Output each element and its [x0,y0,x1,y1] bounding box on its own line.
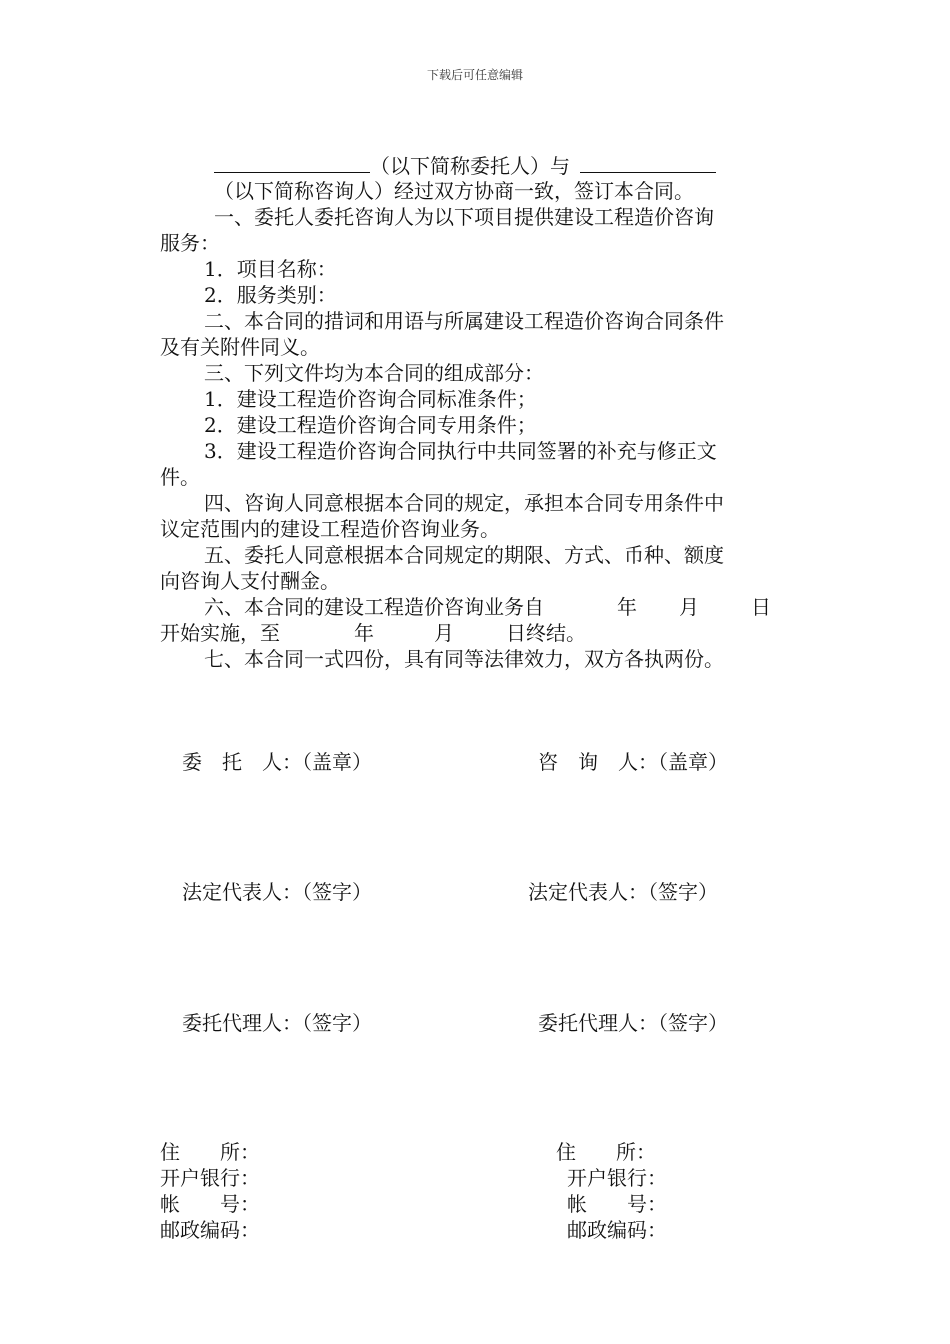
clause-3-item-2: 2．建设工程造价咨询合同专用条件； [204,413,537,437]
clause-6-end-month: 月 [434,621,454,645]
client-bank-label: 开户银行： [160,1166,260,1190]
clause-3: 三、下列文件均为本合同的组成部分： [204,361,544,385]
clause-5-line-a: 五、委托人同意根据本合同规定的期限、方式、币种、额度 [204,543,724,567]
clause-2-line-b: 及有关附件同义。 [160,335,320,359]
intro-line-1 [214,152,716,179]
client-seal-label: 委 托 人：（盖章） [182,750,372,774]
client-legal-rep-label: 法定代表人：（签字） [182,880,372,904]
clause-6-start-month: 月 [679,595,699,619]
consultant-legal-rep-label: 法定代表人：（签字） [528,880,718,904]
clause-1-line-a: 一、委托人委托咨询人为以下项目提供建设工程造价咨询 [214,205,714,229]
clause-4-line-b: 议定范围内的建设工程造价咨询业务。 [160,517,500,541]
clause-1-line-b: 服务： [160,231,220,255]
client-name-blank[interactable] [214,152,370,173]
clause-5-line-b: 向咨询人支付酬金。 [160,569,340,593]
clause-6-start-day: 日 [751,595,771,619]
client-postcode-label: 邮政编码： [160,1218,260,1242]
client-address-label: 住 所： [160,1140,260,1164]
clause-1-item-2: 2．服务类别： [204,283,337,307]
clause-3-item-3-b: 件。 [160,465,200,489]
consultant-postcode-label: 邮政编码： [567,1218,667,1242]
consultant-seal-label: 咨 询 人：（盖章） [538,750,728,774]
consultant-bank-label: 开户银行： [567,1166,667,1190]
header-note: 下载后可任意编辑 [426,68,523,82]
clause-6-end-text: 日终结。 [506,621,586,645]
clause-6-line-a: 六、本合同的建设工程造价咨询业务自 [204,595,544,619]
consultant-name-blank[interactable] [580,152,716,173]
intro-line-2: （以下简称咨询人）经过双方协商一致，签订本合同。 [214,179,694,203]
consultant-address-label: 住 所： [556,1140,656,1164]
clause-3-item-1: 1．建设工程造价咨询合同标准条件； [204,387,537,411]
clause-6-line-b: 开始实施，至 [160,621,280,645]
clause-2-line-a: 二、本合同的措词和用语与所属建设工程造价咨询合同条件 [204,309,724,333]
clause-7: 七、本合同一式四份，具有同等法律效力，双方各执两份。 [204,647,724,671]
clause-1-item-1: 1．项目名称： [204,257,337,281]
client-agent-label: 委托代理人：（签字） [182,1011,372,1035]
consultant-agent-label: 委托代理人：（签字） [538,1011,728,1035]
consultant-account-label: 帐 号： [567,1192,667,1216]
clause-6-start-year: 年 [617,595,637,619]
intro-line-1-text: （以下简称委托人）与 [370,154,570,178]
client-account-label: 帐 号： [160,1192,260,1216]
clause-6-end-year: 年 [354,621,374,645]
clause-4-line-a: 四、咨询人同意根据本合同的规定，承担本合同专用条件中 [204,491,724,515]
clause-3-item-3-a: 3．建设工程造价咨询合同执行中共同签署的补充与修正文 [204,439,717,463]
